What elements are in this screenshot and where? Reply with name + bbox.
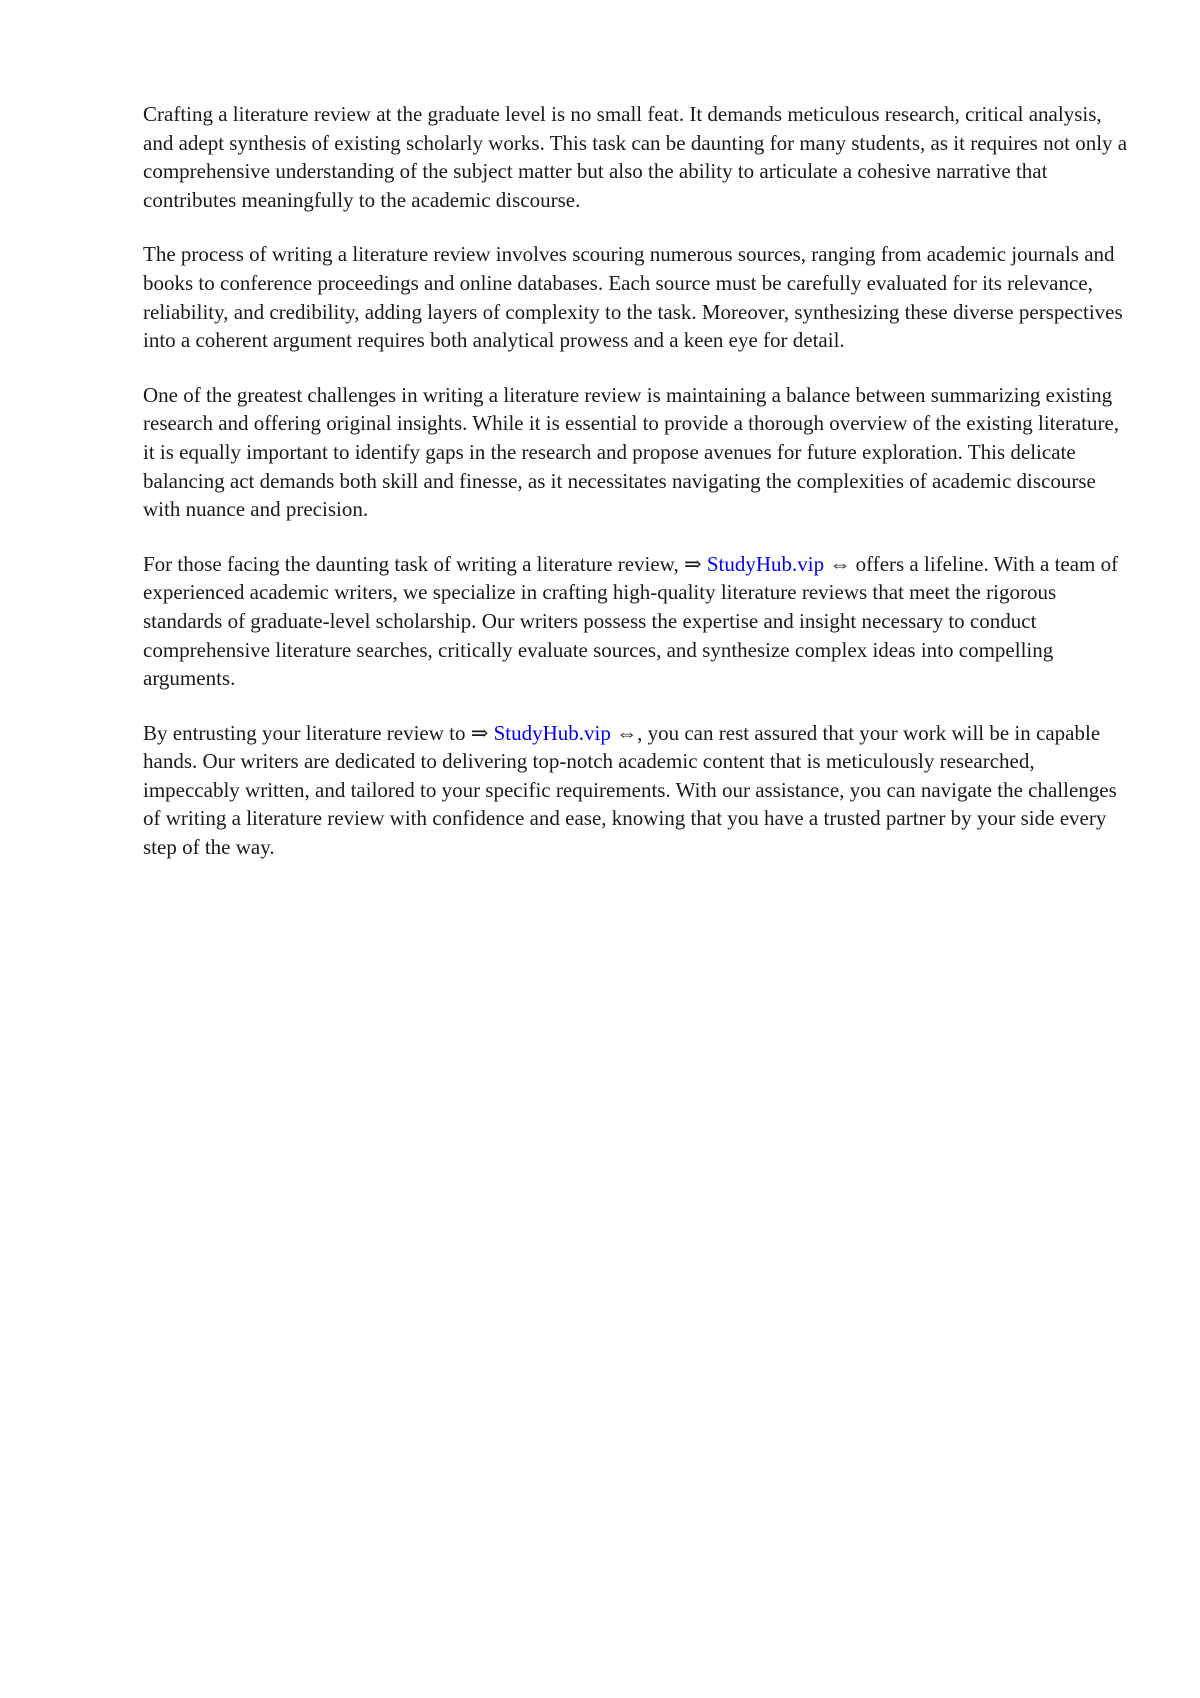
paragraph-5: [143, 719, 1133, 862]
paragraph-5-text-after: ⇔, you can rest assured that your work will be in capable hands. Our writers are dedicated to delivering top-notch academic content that is meticulously researched, impeccably written, and tailored to your specific requirements. With our assistance, you can navigate the challenges of writing a literature review with confidence and ease, knowing that you have a trusted partner by your side every step of the way.: [143, 720, 1117, 860]
paragraph-4: [143, 550, 1133, 693]
paragraph-5-text-before: By entrusting your literature review to ⇒: [143, 720, 494, 745]
paragraph-1: Crafting a literature review at the graduate level is no small feat. It demands meticulous research, critical analysis, and adept synthesis of existing scholarly works. This task can be daunting for many students, as it requires not only a comprehensive understanding of the subject matter but also the ability to articulate a cohesive narrative that contributes meaningfully to the academic discourse.: [143, 102, 1128, 212]
paragraph-4-text-after: ⇔ offers a lifeline. With a team of experienced academic writers, we specialize in crafting high-quality literature reviews that meet the rigorous standards of graduate-level scholarship. Our writers possess the expertise and insight necessary to conduct comprehensive literature searches, critically evaluate sources, and synthesize complex ideas into compelling arguments.: [143, 551, 1119, 691]
paragraph-4-text-before: For those facing the daunting task of writing a literature review, ⇒: [143, 551, 707, 576]
studyhub-link[interactable]: StudyHub.vip: [493, 720, 611, 745]
paragraph-3: One of the greatest challenges in writing a literature review is maintaining a balance between summarizing existing research and offering original insights. While it is essential to provide a thorough overview of the existing literature, it is equally important to identify gaps in the research and propose avenues for future exploration. This delicate balancing act demands both skill and finesse, as it necessitates navigating the complexities of academic discourse with nuance and precision.: [143, 382, 1120, 522]
document-body: [143, 100, 1133, 888]
paragraph-2: The process of writing a literature review involves scouring numerous sources, ranging from academic journals and books to conference proceedings and online databases. Each source must be carefully evaluated for its relevance, reliability, and credibility, adding layers of complexity to the task. Moreover, synthesizing these diverse perspectives into a coherent argument requires both analytical prowess and a keen eye for detail.: [143, 242, 1123, 353]
studyhub-link[interactable]: StudyHub.vip: [706, 551, 825, 576]
